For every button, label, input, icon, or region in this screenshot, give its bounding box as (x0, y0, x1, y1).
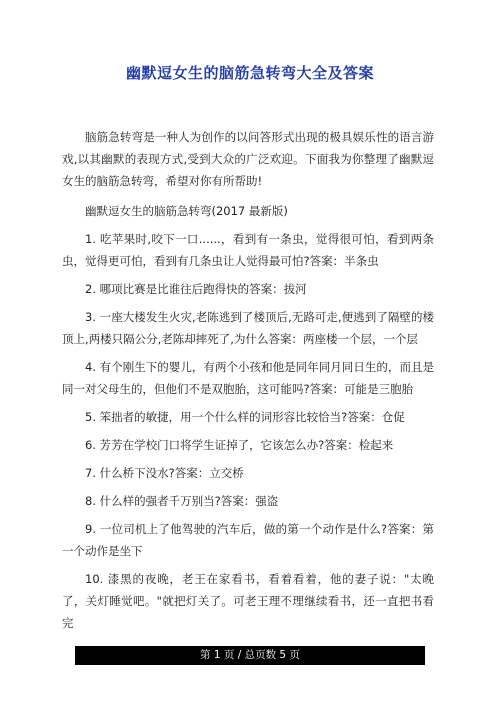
riddle-item-6: 6. 芳芳在学校门口将学生证掉了，它该怎么办?答案：检起来 (85, 438, 394, 452)
riddle-item-9: 9. 一位司机上了他驾驶的汽车后，做的第一个动作是什么?答案：第一个动作是坐下 (62, 522, 434, 558)
riddle-item-4: 4. 有个刚生下的婴儿，有两个小孩和他是同年同月同日生的，而且是同一对父母生的，但他们不是双胞胎，这可能吗?答案：可能是三胞胎 (62, 360, 434, 396)
riddle-item-8: 8. 什么样的强者千万别当?答案：强盗 (85, 494, 279, 508)
page-footer: 第 1 页 / 总页数 5 页 (75, 646, 425, 665)
riddle-item-7: 7. 什么桥下没水?答案：立交桥 (85, 466, 244, 480)
subheading: 幽默逗女生的脑筋急转弯(2017 最新版) (85, 204, 288, 218)
riddle-item-1: 1. 吃苹果时,咬下一口......，看到有一条虫，觉得很可怕，看到两条虫，觉得更可怕，看到有几条虫让人觉得最可怕?答案：半条虫 (62, 232, 434, 268)
riddle-item-2: 2. 哪项比赛是比谁往后跑得快的答案：拔河 (85, 282, 307, 296)
riddle-item-3: 3. 一座大楼发生火灾,老陈逃到了楼顶后,无路可走,便逃到了隔壁的楼顶上,两楼只隔公分,老陈却摔死了,为什么答案：两座楼一个层，一个层 (62, 310, 434, 346)
intro-paragraph: 脑筋急转弯是一种人为创作的以问答形式出现的极具娱乐性的语言游戏,以其幽默的表现方式,受到大众的广泛欢迎。下面我为你整理了幽默逗女生的脑筋急转弯，希望对你有所帮助! (62, 130, 434, 188)
riddle-item-5: 5. 笨拙者的敏捷，用一个什么样的词形容比较恰当?答案：仓促 (85, 410, 405, 424)
document-title: 幽默逗女生的脑筋急转弯大全及答案 (125, 64, 374, 82)
riddle-item-10: 10. 漆黑的夜晚，老王在家看书，看着看着，他的妻子说："太晚了，关灯睡觉吧。"就把灯关了。可老王理不理继续看书，还一直把书看完 (62, 572, 434, 630)
document-body (62, 126, 434, 640)
